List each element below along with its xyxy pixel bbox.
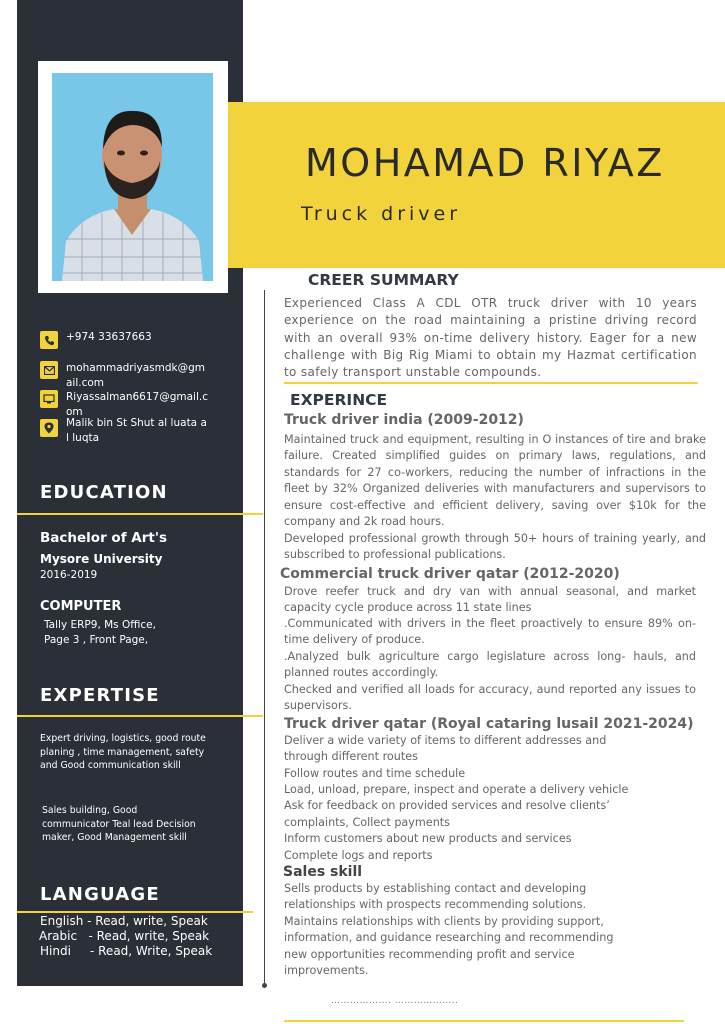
candidate-name: MOHAMAD RIYAZ	[305, 141, 665, 185]
sales-line: relationships with prospects recommending solutions.	[284, 898, 587, 911]
sales-line: Maintains relationships with clients by providing support,	[284, 915, 604, 928]
job-description: Developed professional growth through 50+ hours of training yearly, and subscribed to professional publications.	[284, 532, 706, 562]
sales-line: new opportunities recommending profit and service	[284, 948, 575, 961]
email-icon	[40, 361, 58, 379]
expertise-heading: EXPERTISE	[40, 685, 160, 706]
sales-line: improvements.	[284, 964, 369, 977]
job-title: Truck driver qatar (Royal cataring lusail 2021-2024)	[284, 716, 694, 732]
job-description: Drove reefer truck and dry van with annual seasonal, and market capacity cycle produce across 11 state lines	[284, 585, 696, 615]
job-duty-line: Complete logs and reports	[284, 849, 433, 862]
language-heading: LANGUAGE	[40, 884, 160, 905]
computer-heading: COMPUTER	[40, 599, 122, 614]
contact-email-primary: mohammadriyasmdk@gmail.com	[66, 362, 206, 389]
contact-address: Malik bin St Shut al luata al luqta	[66, 417, 207, 444]
expertise-soft-skills: Sales building, Good communicator Teal lead Decision maker, Good Management skill	[42, 805, 196, 843]
expertise-divider	[17, 715, 263, 717]
contact-phone: +974 33637663	[66, 331, 152, 343]
job-description: .Analyzed bulk agriculture cargo legislature across long- hauls, and planned routes accordingly.	[284, 650, 696, 680]
job-duty-line: Follow routes and time schedule	[284, 767, 466, 780]
phone-icon	[40, 331, 58, 349]
job-duty-line: through different routes	[284, 750, 418, 763]
sales-line: information, and guidance researching and recommending	[284, 931, 614, 944]
job-duty-line: Ask for feedback on provided services and resolve clients’	[284, 799, 610, 812]
profile-photo-figure	[52, 73, 213, 281]
computer-icon	[40, 390, 58, 408]
name-banner	[228, 102, 725, 268]
job-title: Truck driver india (2009-2012)	[284, 412, 524, 428]
profile-photo-frame	[38, 61, 228, 293]
location-pin-icon	[40, 419, 58, 437]
language-divider	[17, 911, 253, 913]
job-title: Commercial truck driver qatar (2012-2020)	[280, 566, 620, 582]
job-duty-line: Load, unload, prepare, inspect and operate a delivery vehicle	[284, 783, 629, 796]
timeline-line	[264, 290, 265, 986]
summary-heading: CREER SUMMARY	[308, 271, 459, 289]
education-years: 2016-2019	[40, 569, 98, 581]
profile-photo	[52, 73, 213, 281]
job-description: Checked and verified all loads for accuracy, aund reported any issues to supervisors.	[284, 683, 696, 713]
job-duty-line: Deliver a wide variety of items to different addresses and	[284, 734, 607, 747]
timeline-end-dot	[262, 983, 267, 988]
candidate-role: Truck driver	[301, 203, 462, 225]
experience-heading: EXPERINCE	[290, 391, 388, 409]
job-duty-line: Inform customers about new products and services	[284, 832, 572, 845]
education-divider	[17, 513, 263, 515]
language-item: Arabic - Read, write, Speak	[39, 929, 210, 943]
education-heading: EDUCATION	[40, 482, 168, 503]
summary-text: Experienced Class A CDL OTR truck driver with 10 years experience on the road maintaining a pristine driving record with an overall 93% on-time delivery history. Eager for a new challenge with Big Rig Miami to obtain my Hazmat certification to safely transport unstable compounds.	[284, 296, 697, 380]
job-description: Maintained truck and equipment, resulting in O instances of tire and brake failure. Created simplified guides on primary laws, regulations, and standards for 27 co-workers, reducing the number of infractions in the fleet by 32% Organized deliveries with manufacturers and supervisors to ensure cost-effective and efficient delivery, saving over $10k for the company and 2k road hours.	[284, 433, 706, 529]
job-duty-line: complaints, Collect payments	[284, 816, 450, 829]
language-item: Hindi - Read, Write, Speak	[40, 944, 213, 958]
sales-heading: Sales skill	[283, 864, 363, 880]
sales-line: Sells products by establishing contact and developing	[284, 882, 587, 895]
expertise-skills: Expert driving, logistics, good route planing , time management, safety and Good communication skill	[40, 733, 206, 771]
summary-divider	[284, 382, 698, 384]
education-school: Mysore University	[40, 552, 163, 566]
language-item: English - Read, write, Speak	[40, 914, 208, 928]
footer-dots: ………………. ………………..	[331, 996, 459, 1006]
contact-email-secondary: Riyassalman6617@gmail.com	[66, 391, 208, 418]
computer-skills: Tally ERP9, Ms Office, Page 3 , Front Page,	[44, 619, 156, 646]
education-degree: Bachelor of Art's	[40, 530, 168, 546]
footer-divider	[284, 1020, 684, 1022]
job-description: .Communicated with drivers in the fleet proactively to ensure 89% on-time delivery of produce.	[284, 617, 696, 647]
